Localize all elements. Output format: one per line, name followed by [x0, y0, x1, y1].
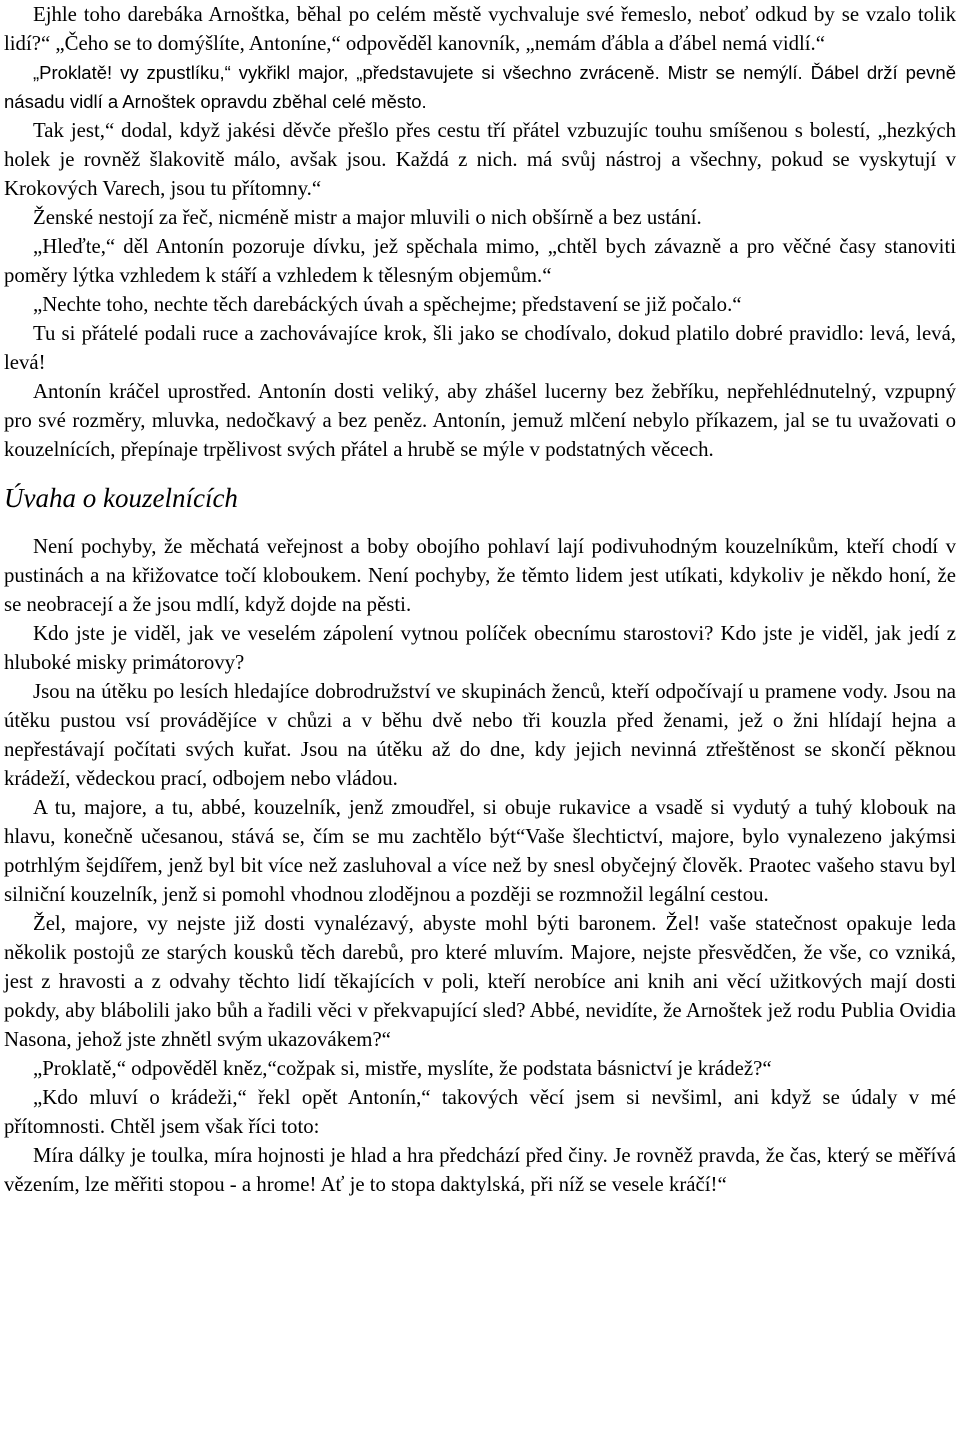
- paragraph-5: „Hleďte,“ děl Antonín pozoruje dívku, jež spěchala mimo, „chtěl bych závazně a pro věčné časy stanoviti poměry lýtka vzhledem k stáří a vzhledem k tělesným objemům.“: [4, 235, 956, 287]
- paragraph-12: A tu, majore, a tu, abbé, kouzelník, jenž zmoudřel, si obuje rukavice a vsadě si vydutý a tuhý klobouk na hlavu, konečně učesanou, stává se, čím se mu zachtělo být“Vaše šlechtictví, majore, bylo vynalezeno jakýmsi potrhlým šejdířem, jenž byl bit více než zasluhoval a více než by snesl obyčejný člověk. Praotec vašeho stavu byl silniční kouzelník, jenž si pomohl vhodnou zlodějnou a později se rozmnožil legální cestou.: [4, 796, 956, 906]
- paragraph-7: Tu si přátelé podali ruce a zachovávajíce krok, šli jako se chodívalo, dokud platilo dobré pravidlo: levá, levá, levá!: [4, 322, 956, 374]
- paragraph-8: Antonín kráčel uprostřed. Antonín dosti veliký, aby zhášel lucerny bez žebříku, nepřehlédnutelný, vzpupný pro své rozměry, mluvka, nedočkavý a bez peněz. Antonín, jemuž mlčení nebylo příkazem, jal se tu uvažovati o kouzelnících, přepínaje trpělivost svých přátel a hrubě se mýle v podstatných věcech.: [4, 380, 956, 461]
- document-page: [4, 0, 956, 1199]
- section-heading: Úvaha o kouzelnících: [4, 483, 238, 513]
- paragraph-9: Není pochyby, že měchatá veřejnost a boby obojího pohlaví lají podivuhodným kouzelníkům, kteří chodí v pustinách a na křižovatce točí kloboukem. Není pochyby, že těmto lidem jest utíkati, kdykoliv je někdo honí, že se neobracejí a že jsou mdlí, když dojde na pěsti.: [4, 535, 956, 616]
- paragraph-6: „Nechte toho, nechte těch darebáckých úvah a spěchejme; představení se již počalo.“: [33, 293, 742, 316]
- paragraph-16: Míra dálky je toulka, míra hojnosti je hlad a hra předchází před činy. Je rovněž pravda, že čas, který se měřívá vězením, lze měřiti stopou - a hrome! Ať je to stopa daktylská, při níž se vesele kráčí!“: [4, 1144, 956, 1196]
- paragraph-14: „Proklatě,“ odpověděl kněz,“cožpak si, mistře, myslíte, že podstata básnictví je krádež?“: [33, 1057, 772, 1080]
- paragraph-10: Kdo jste je viděl, jak ve veselém zápolení vytnou políček obecnímu starostovi? Kdo jste je viděl, jak jedí z hluboké misky primátorovy?: [4, 622, 956, 674]
- paragraph-2: „Proklatě! vy zpustlíku,“ vykřikl major, „představujete si všechno zvráceně. Mistr se nemýlí. Ďábel drží pevně násadu vidlí a Arnoštek opravdu zběhal celé město.: [4, 62, 956, 112]
- paragraph-1: Ejhle toho darebáka Arnoštka, běhal po celém městě vychvaluje své řemeslo, neboť odkud by se vzalo tolik lidí?“ „Čeho se to domýšlíte, Antoníne,“ odpověděl kanovník, „nemám ďábla a ďábel nemá vidlí.“: [4, 3, 956, 55]
- paragraph-13: Žel, majore, vy nejste již dosti vynalézavý, abyste mohl býti baronem. Žel! vaše statečnost opakuje leda několik postojů ze starých kousků těch darebů, pro které mluvím. Majore, nejste přesvědčen, že vše, co vzniká, jest z hravosti a z odvahy těchto lidí těkajících v poli, kteří nerobíce ani knih ani věcí užitkových mají dosti pokdy, aby blábolili jako bůh a řadili věci v překvapující sled? Abbé, nevidíte, že Arnoštek jež rodu Publia Ovidia Nasona, jehož jste zhnětl svým ukazovákem?“: [4, 912, 956, 1051]
- paragraph-4: Ženské nestojí za řeč, nicméně mistr a major mluvili o nich obšírně a bez ustání.: [33, 206, 702, 229]
- paragraph-3: Tak jest,“ dodal, když jakési děvče přešlo přes cestu tří přátel vzbuzujíc touhu smíšenou s bolestí, „hezkých holek je rovněž šlakovitě málo, avšak jsou. Každá z nich. má svůj nástroj a všechny, pokud se vyskytují v Krokových Varech, jsou tu přítomny.“: [4, 119, 956, 200]
- paragraph-11: Jsou na útěku po lesích hledajíce dobrodružství ve skupinách ženců, kteří odpočívají u pramene vody. Jsou na útěku pustou vsí provádějíce v chůzi a v běhu dvě nebo tři kouzla před ženami, jež o žni hlídají hejna a nepřestávají počítati svých kuřat. Jsou na útěku až do dne, kdy jejich nevinná ztřeštěnost se skončí pěknou krádeží, vědeckou prací, odbojem nebo vládou.: [4, 680, 956, 790]
- paragraph-15: „Kdo mluví o krádeži,“ řekl opět Antonín,“ takových věcí jsem si nevšiml, ani když se údaly v mé přítomnosti. Chtěl jsem však říci toto:: [4, 1086, 956, 1138]
